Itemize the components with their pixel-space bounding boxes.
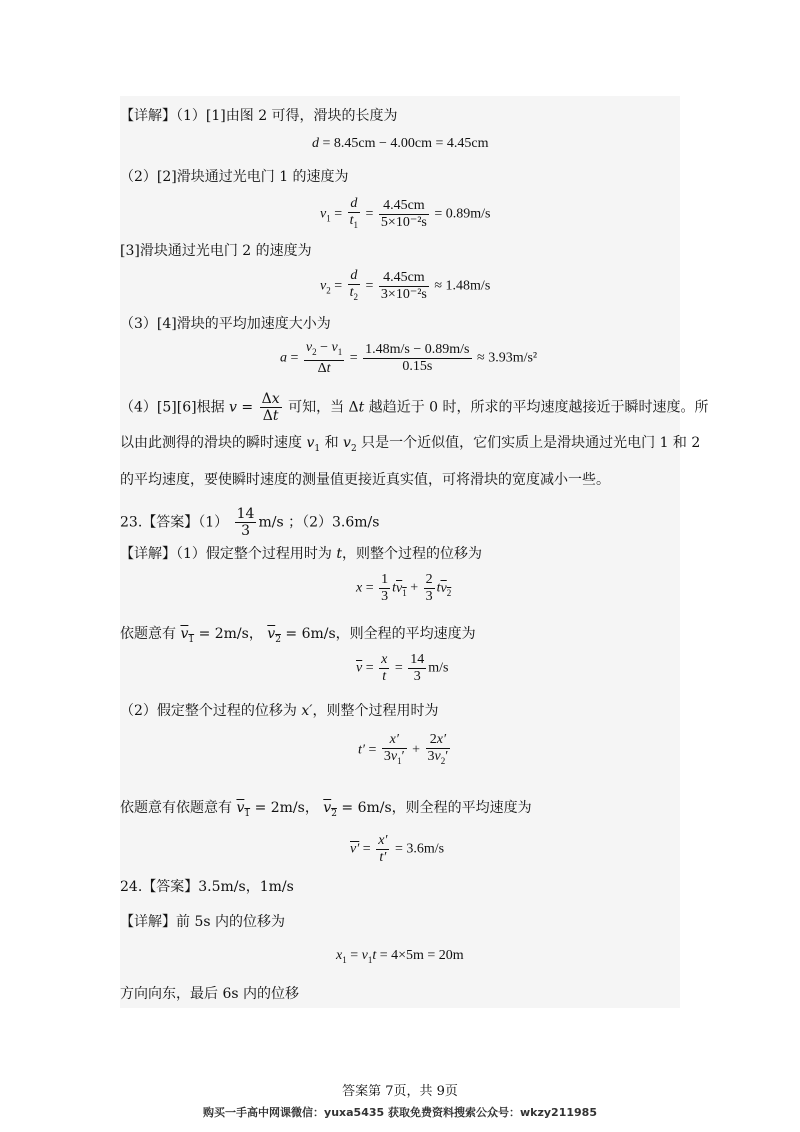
equation-v2: $v_2$ = $\frac{d}{t_2}$ = $\frac{4.45cm}{\text{3×10⁻²s}}$ ≈ 1.48m/s <box>320 268 491 302</box>
paragraph-22-5: （4）[5][6]根据 v = $\frac{\Delta x}{\Delta t}$ 可知，当 Δt 越趋近于 0 时，所求的平均速度越接近于瞬时速度。所 <box>120 391 709 424</box>
paragraph-24-1: 【详解】前 5s 内的位移为 <box>120 914 285 930</box>
paragraph-22-3: [3]滑块通过光电门 2 的速度为 <box>120 243 312 259</box>
promo-text: 购买一手高中网课微信：yuxa5435 获取免费资料搜索公众号：wkzy211985 <box>203 1106 597 1119</box>
answer-23: 23.【答案】（1） $\frac{14}{3}$ m/s ；（2）3.6m/s <box>120 506 380 539</box>
equation-x: x = $\frac{1}{3}$ $tv_1$ + $\frac{2}{3}$ $tv_2$ <box>356 572 452 604</box>
paragraph-22-6: 以由此测得的滑块的瞬时速度 $v_1$ 和 $v_2$ 只是一个近似值，它们实质上是滑块通过光电门 1 和 2 <box>120 435 701 454</box>
paragraph-23-4: 依题意有依题意有 $v_1 = 2m/s$， $v_2 = 6m/s$，则全程的平均速度为 <box>120 800 532 819</box>
paragraph-23-1: 【详解】（1）假定整个过程用时为 t，则整个过程的位移为 <box>120 546 483 562</box>
paragraph-24-2: 方向向东，最后 6s 内的位移 <box>120 986 299 1002</box>
equation-t-prime: t′ = $\frac{x'}{3v_1'}$ + $\frac{2x'}{3v_2'}$ <box>358 732 449 766</box>
equation-d: d = 8.45cm − 4.00cm = 4.45cm <box>312 136 489 151</box>
equation-v-prime: v′ = $\frac{x'}{t'}$ = 3.6m/s <box>350 833 445 865</box>
equation-v-avg: $\overline{v}$ = $\frac{x}{t}$ = $\frac{14}{3}$ m/s <box>356 652 449 684</box>
paragraph-22-2: （2）[2]滑块通过光电门 1 的速度为 <box>120 169 349 185</box>
paragraph-22-7: 的平均速度，要使瞬时速度的测量值更接近真实值，可将滑块的宽度减小一些。 <box>120 472 610 488</box>
equation-a: a = $\frac{v_2 - v_1}{\Delta t}$ = $\frac{1.48m/s - 0.89m/s}{0.15s}$ ≈ 3.93m/s² <box>280 340 538 376</box>
paragraph-23-2: 依题意有 $v_1 = 2m/s$， $v_2 = 6m/s$，则全程的平均速度为 <box>120 626 476 645</box>
equation-v1: $v_1$ = $\frac{d}{t_1}$ = $\frac{4.45cm}{\text{5×10⁻²s}}$ = 0.89m/s <box>320 196 491 230</box>
paragraph-22-1: 【详解】（1）[1]由图 2 可得，滑块的长度为 <box>120 108 398 124</box>
equation-x1: $x_1 = v_1t = 4\times 5m = 20m$ <box>336 948 464 965</box>
answer-content-panel <box>120 96 709 1008</box>
paragraph-23-3: （2）假定整个过程的位移为 x′，则整个过程用时为 <box>120 703 439 719</box>
answer-24: 24.【答案】3.5m/s，1m/s <box>120 879 294 895</box>
paragraph-22-4: （3）[4]滑块的平均加速度大小为 <box>120 316 331 332</box>
page-number: 答案第 7页，共 9页 <box>342 1084 458 1099</box>
